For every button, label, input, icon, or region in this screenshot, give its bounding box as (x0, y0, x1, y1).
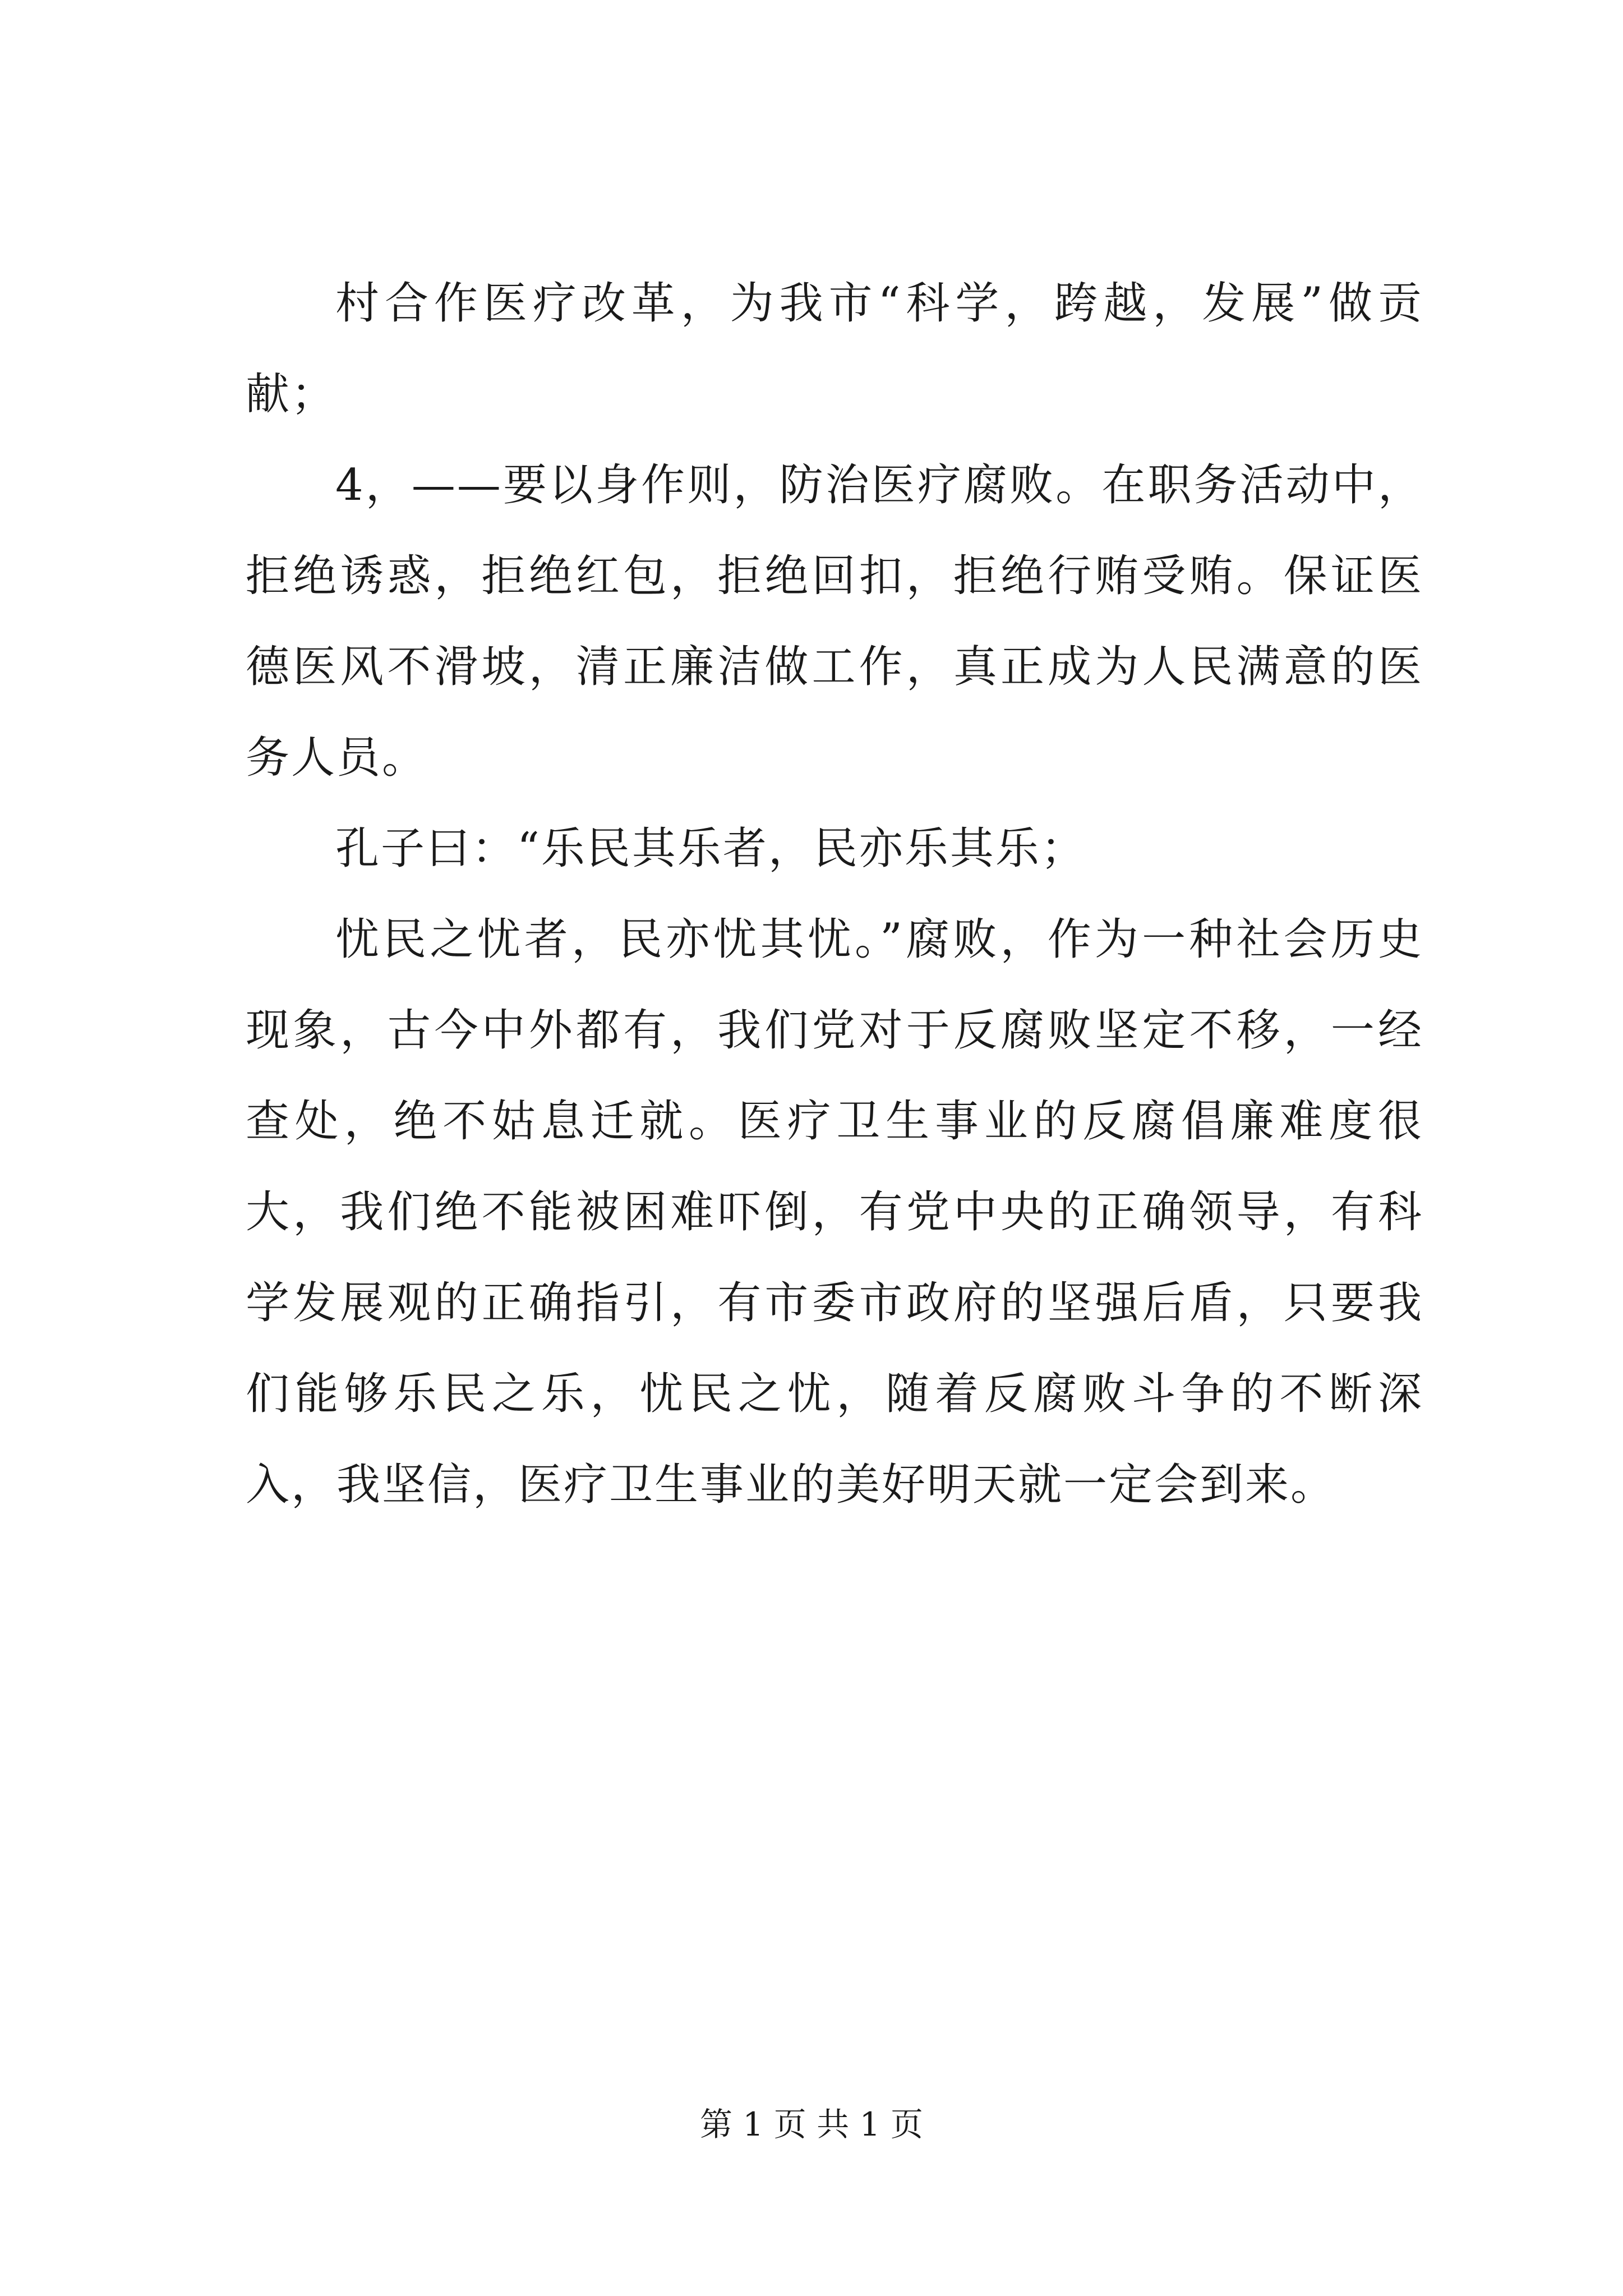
paragraph: 村合作医疗改革，为我市“科学，跨越，发展”做贡献； (246, 278, 1423, 420)
page-footer: 第 1 页 共 1 页 (700, 2105, 923, 2143)
paragraph: 孔子曰：“乐民其乐者，民亦乐其乐； (335, 823, 1086, 874)
document-body (246, 258, 1423, 1530)
paragraph: 4，——要以身作则，防治医疗腐败。在职务活动中，拒绝诱惑，拒绝红包，拒绝回扣，拒绝行贿受贿。保证医德医风不滑坡，清正廉洁做工作，真正成为人民满意的医务人员。 (246, 460, 1423, 783)
paragraph: 忧民之忧者，民亦忧其忧。”腐败，作为一种社会历史现象，古今中外都有，我们党对于反腐败坚定不移，一经查处，绝不姑息迁就。医疗卫生事业的反腐倡廉难度很大，我们绝不能被困难吓倒，有党中央的正确领导，有科学发展观的正确指引，有市委市政府的坚强后盾，只要我们能够乐民之乐，忧民之忧，随着反腐败斗争的不断深入，我坚信，医疗卫生事业的美好明天就一定会到来。 (246, 914, 1423, 1510)
